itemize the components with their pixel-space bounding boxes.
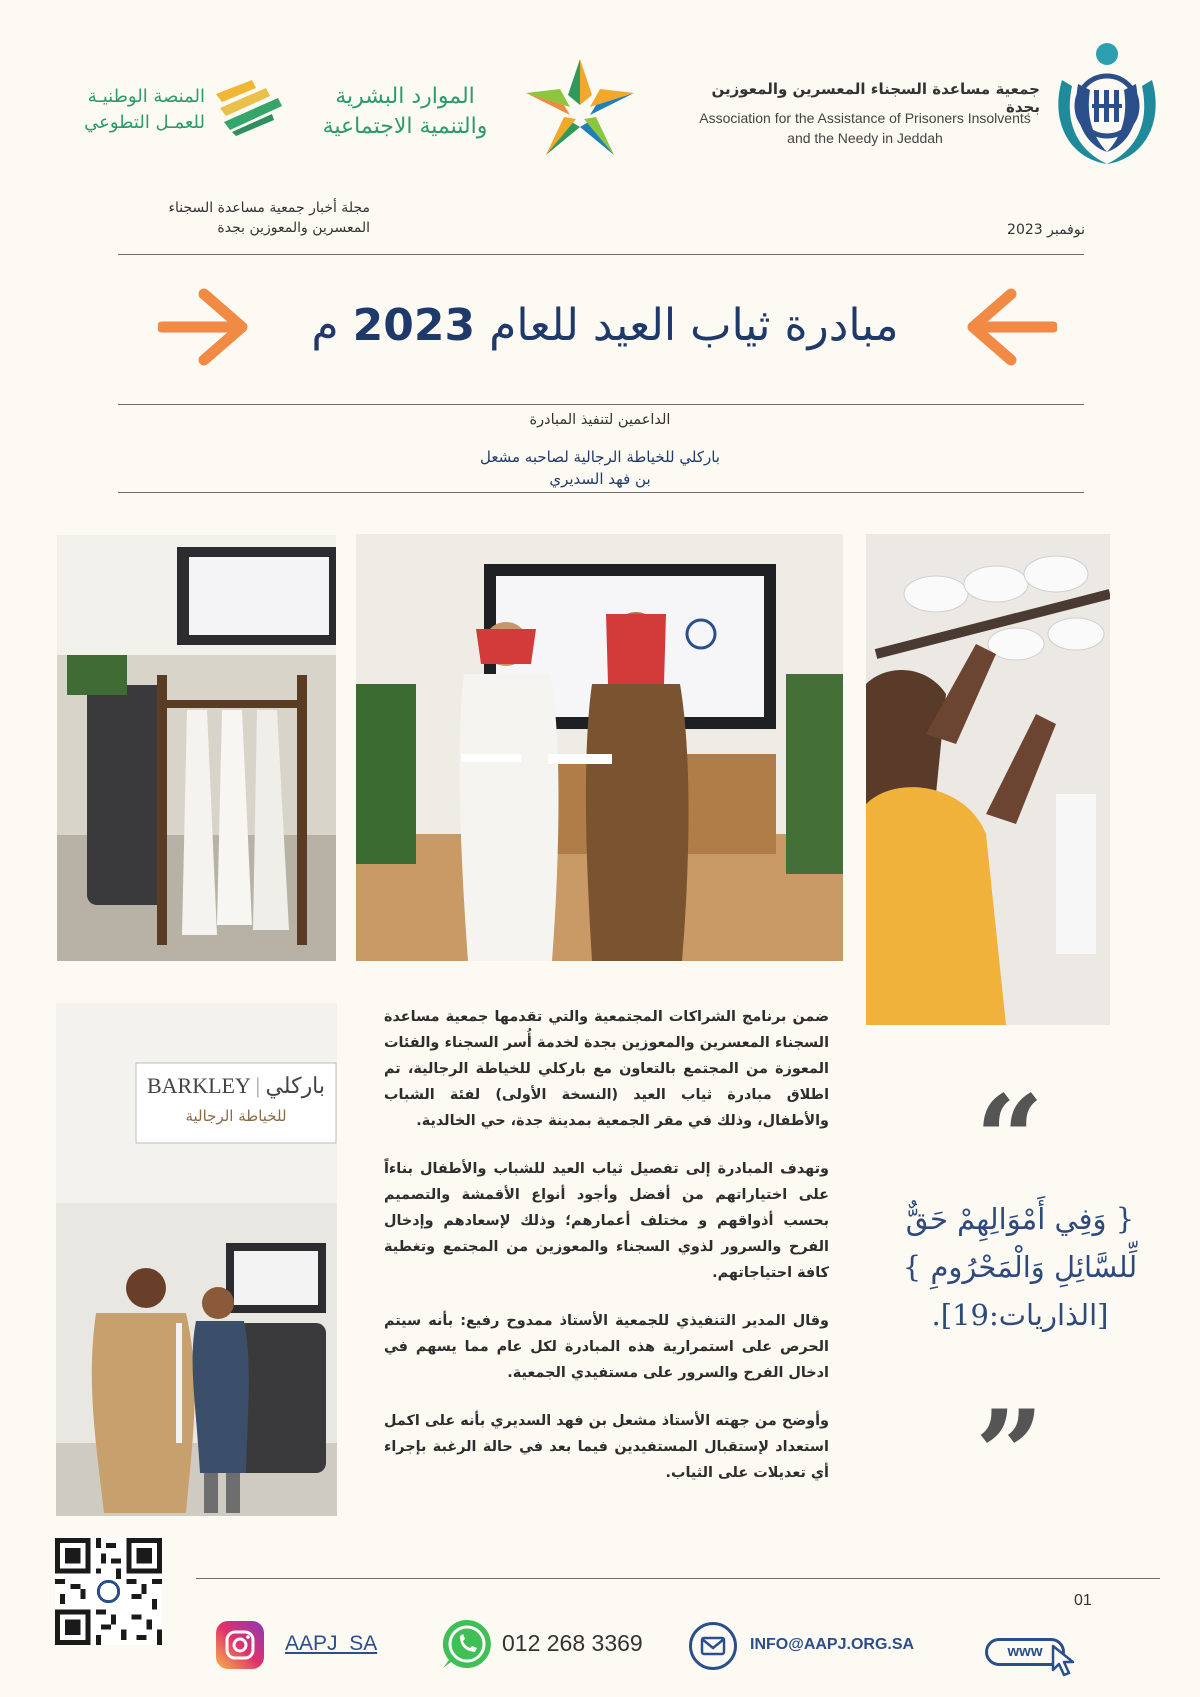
email-address[interactable]: INFO@AAPJ.ORG.SA	[750, 1636, 915, 1653]
title-divider-top	[118, 404, 1084, 405]
title-divider-bottom	[118, 492, 1084, 493]
photo-child-collars	[866, 534, 1110, 1025]
page-title	[260, 300, 950, 351]
supporters-name-line1: باركلي للخياطة الرجالية لصاحبه مشعل	[480, 448, 720, 466]
ministry-star-icon	[520, 55, 640, 160]
supporters-label: الداعمين لتنفيذ المبادرة	[529, 412, 671, 428]
association-name-en-line1: Association for the Assistance of Prisoners Insolvents	[699, 110, 1031, 126]
quran-quote-line2: لِّلسَّائِلِ وَالْمَحْرُومِ }	[902, 1250, 1138, 1284]
ministry-name	[300, 82, 510, 142]
arrow-left-icon	[965, 288, 1057, 366]
ministry-name-line1: الموارد البشرية	[335, 84, 475, 109]
page-title-text: مبادرة ثياب العيد للعام	[489, 300, 899, 351]
phone-number[interactable]: 012 268 3369	[502, 1630, 643, 1656]
barkley-sign-en: BARKLEY	[146, 1073, 251, 1098]
barkley-sign-ar: باركلي	[265, 1073, 326, 1098]
supporters-name	[300, 446, 900, 490]
page-title-year: 2023	[352, 300, 476, 351]
issue-date: نوفمبر 2023	[1007, 222, 1085, 238]
supporters-name-line2: بن فهد السديري	[549, 470, 651, 488]
www-label: www	[985, 1638, 1065, 1666]
association-name-ar: جمعية مساعدة السجناء المعسرين والمعوزين بجدة	[711, 80, 1040, 116]
instagram-link[interactable]: AAPJ_SA	[285, 1632, 378, 1655]
volunteer-platform-name	[50, 84, 205, 136]
ministry-name-line2: والتنمية الاجتماعية	[322, 114, 488, 139]
article-paragraph-4: وأوضح من جهته الأستاذ مشعل بن فهد السديري بأنه على اكمل استعداد لإستقبال المستفيدين فيما بعد في حالة الرغبة بإجراء أي تعديلات على الثياب.	[384, 1413, 829, 1481]
header-divider	[118, 254, 1084, 255]
barkley-sign-sub: للخياطة الرجالية	[185, 1107, 287, 1125]
quote-close-icon: ”	[975, 1384, 1045, 1525]
article-body	[384, 1004, 829, 1508]
cursor-icon	[1049, 1644, 1079, 1678]
quran-quote	[860, 1195, 1180, 1339]
association-logo	[1048, 40, 1166, 168]
article-paragraph-3: وقال المدير التنفيذي للجمعية الأستاذ ممدوح رفيع: بأنه سيتم الحرص على استمرارية هذه المبادرة لكل عام مما يسهم في ادخال الفرح والسرور على مستفيدي الجمعية.	[384, 1313, 829, 1381]
footer-divider	[196, 1578, 1160, 1579]
magazine-title-line2: المعسرين والمعوزين بجدة	[217, 220, 370, 236]
magazine-title	[120, 198, 370, 238]
email-icon[interactable]	[689, 1622, 737, 1670]
photo-tailor-measuring	[56, 1003, 337, 1516]
quran-quote-line3: [الذاريات:19].	[931, 1298, 1109, 1332]
page-number: 01	[1074, 1592, 1092, 1609]
association-name-en	[690, 108, 1040, 148]
quote-open-icon: “	[975, 1069, 1045, 1210]
volunteer-platform-line2: للعمـل التطوعي	[84, 112, 205, 133]
volunteer-platform-line1: المنصة الوطنيـة	[87, 86, 205, 107]
article-paragraph-2: وتهدف المبادرة إلى تفصيل ثياب العيد للشباب والأطفال بناءاً على اختياراتهم من أفضل وأجود أنواع الأقمشة والتصميم بحسب أذواقهم و مختلف أعمارهم؛ وذلك لإسعادهم وإدخال الفرح والسرور لذوي السجناء والمعوزين من المجتمع وتغطية كافة احتياجاتهم.	[384, 1161, 829, 1281]
instagram-icon[interactable]	[216, 1621, 264, 1669]
article-paragraph-1: ضمن برنامج الشراكات المجتمعية والتي تقدمها جمعية مساعدة السجناء المعسرين والمعوزين بجدة لخدمة أُسر السجناء والفئات المعوزة من المجتمع بالتعاون مع باركلي للخياطة الرجالية، تم اطلاق مبادرة ثياب العيد (النسخة الأولى) لفئة الشباب والأطفال، وذلك في مقر الجمعية بمدينة جدة، حي الخالدية.	[384, 1009, 829, 1129]
page-title-suffix: م	[311, 300, 339, 351]
quran-quote-line1: { وَفِي أَمْوَالِهِمْ حَقٌّ	[905, 1202, 1135, 1236]
website-link[interactable]	[985, 1630, 1095, 1678]
association-name-en-line2: and the Needy in Jeddah	[787, 130, 943, 146]
magazine-title-line1: مجلة أخبار جمعية مساعدة السجناء	[168, 200, 370, 216]
photo-clothing-rack	[57, 535, 336, 961]
qr-code[interactable]	[55, 1538, 162, 1645]
volunteer-platform-icon	[212, 76, 284, 136]
photo-partnership-meeting	[356, 534, 843, 961]
barkley-sign: BARKLEY | باركلي للخياطة الرجالية	[136, 1065, 336, 1141]
arrow-right-icon	[158, 288, 250, 366]
whatsapp-icon[interactable]	[439, 1616, 495, 1672]
